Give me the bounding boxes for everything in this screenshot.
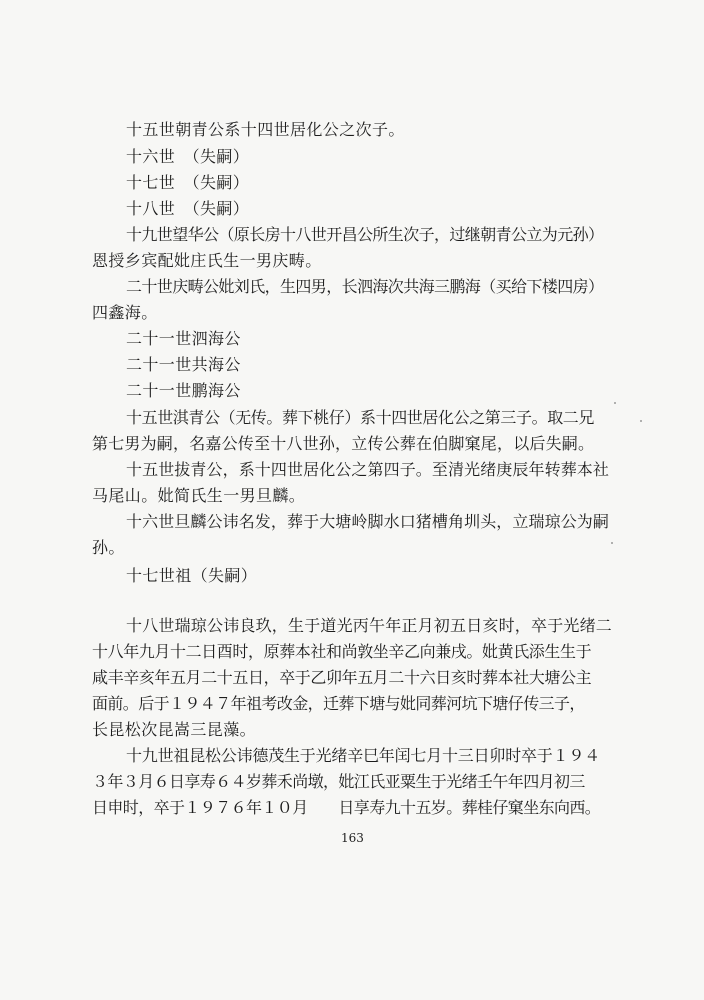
text-line: 十七世 （失嗣） — [126, 173, 250, 192]
text-line: 十五世朝青公系十四世居化公之次子。 — [126, 120, 405, 139]
scan-speck — [611, 542, 613, 544]
text-line: 孙。 — [92, 538, 125, 557]
text-line: 十六世 （失嗣） — [126, 147, 250, 166]
text-line: 马尾山。妣简氏生一男旦麟。 — [92, 486, 306, 505]
text-line: 十九世望华公（原长房十八世开昌公所生次子，过继朝青公立为元孙） — [126, 225, 604, 244]
text-line: 二十一世共海公 — [126, 355, 241, 374]
scan-speck — [614, 402, 616, 404]
text-line: 十八世 （失嗣） — [126, 199, 250, 218]
text-line: 十六世旦麟公讳名发，葬于大塘岭脚水口猪槽角圳头，立瑞琼公为嗣 — [126, 512, 610, 531]
text-line: ３年３月６日享寿６４岁葬禾尚墩，妣江氏亚粟生于光绪壬午年四月初三 — [92, 772, 585, 791]
scan-speck — [640, 420, 642, 422]
text-line: 恩授乡宾配妣庄氏生一男庆畴。 — [92, 251, 322, 270]
text-line: 二十一世泗海公 — [126, 329, 241, 348]
text-line: 四鑫海。 — [92, 303, 158, 322]
text-line: 二十一世鹏海公 — [126, 381, 241, 400]
text-line: 十五世拔青公，系十四世居化公之第四子。至清光绪庚辰年转葬本社 — [126, 460, 610, 479]
text-line: 十七世祖（失嗣） — [126, 566, 258, 585]
text-line: 十八世瑞琼公讳良玖，生于道光丙午年正月初五日亥时，卒于光绪二 — [126, 616, 613, 635]
text-line: 咸丰辛亥年五月二十五日，卒于乙卯年五月二十六日亥时葬本社大塘公主 — [92, 668, 592, 687]
text-line: 第七男为嗣，名嘉公传至十八世孙，立传公葬在伯脚窠尾，以后失嗣。 — [92, 434, 595, 453]
text-line: 二十世庆畴公妣刘氏，生四男，长泗海次共海三鹏海（买给下楼四房） — [126, 277, 604, 296]
text-line: 十九世祖昆松公讳德茂生于光绪辛巳年闰七月十三日卯时卒于１９４ — [126, 746, 601, 765]
text-line: 长昆松次昆嵩三昆藻。 — [92, 720, 257, 739]
text-line: 面前。后于１９４７年祖考改金，迁葬下塘与妣同葬河坑下塘仔传三子， — [92, 694, 585, 713]
text-line: 十八年九月十二日酉时，原葬本社和尚敦坐辛乙向兼戌。妣黄氏添生生于 — [92, 642, 592, 661]
page-number: 163 — [341, 831, 364, 845]
text-line: 十五世淇青公（无传。葬下桃仔）系十四世居化公之第三子。取二兄 — [126, 408, 595, 427]
text-line: 日申时，卒于１９７６年１０月 日享寿九十五岁。葬桂仔窠坐东向西。 — [92, 798, 601, 817]
